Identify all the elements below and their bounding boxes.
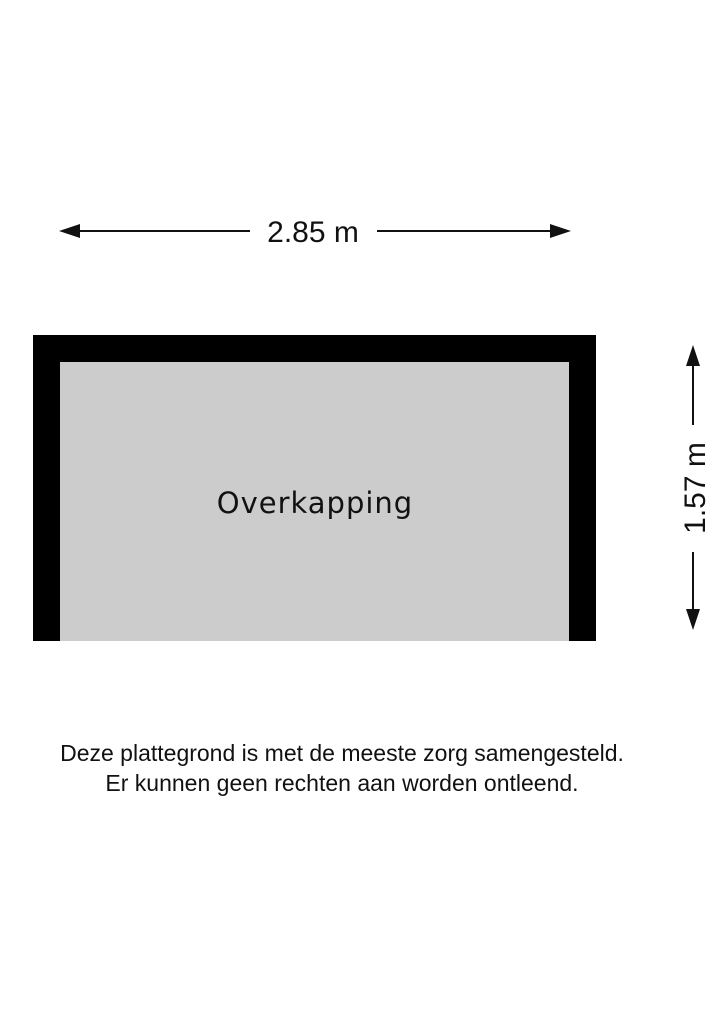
width-label: 2.85 m (267, 216, 359, 249)
width-arrow-right-icon (550, 224, 571, 238)
room-overkapping (33, 335, 596, 641)
disclaimer-line-2: Er kunnen geen rechten aan worden ontleend. (105, 770, 579, 796)
disclaimer (0, 738, 684, 798)
width-dimension (59, 216, 571, 249)
height-arrow-bottom-icon (686, 609, 700, 630)
height-arrow-top-icon (686, 345, 700, 366)
height-label: 1.57 m (679, 442, 712, 534)
width-arrow-left-icon (59, 224, 80, 238)
disclaimer-line-1: Deze plattegrond is met de meeste zorg samengesteld. (60, 740, 624, 766)
height-dimension (679, 345, 712, 630)
room-label: Overkapping (216, 486, 414, 520)
